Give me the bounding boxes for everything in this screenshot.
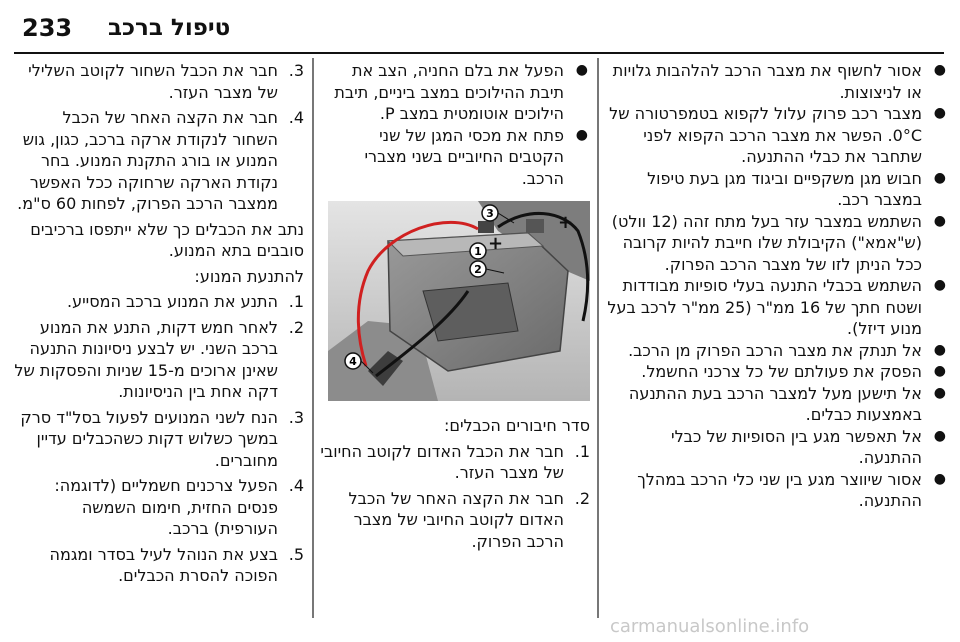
column-left xyxy=(14,60,304,587)
bullet-item: ● פתח את מכסי המגן של שני הקטבים החיוביים בשני מצברי הרכב. xyxy=(320,125,590,190)
step-text: חבר את הכבל השחור לקוטב השלילי של מצבר העזר. xyxy=(28,61,278,102)
bullet-item: ● הפעל את בלם החניה, הצב את תיבת ההילוכים במצב ביניים, תיבת הילוכים אוטומטית במצב P. xyxy=(320,60,590,125)
callout-label: 2 xyxy=(474,263,482,276)
step-number: 4. xyxy=(288,476,304,495)
step-item xyxy=(14,107,304,215)
connection-steps xyxy=(320,441,590,553)
chapter-title: טיפול ברכב xyxy=(108,15,231,41)
step-text: חבר את הקצה האחר של הכבל השחור לנקודת ארקה ברכב, כגון, גוש המנוע או בורג התקנת המנוע. בחר נקודת הארקה שרחוקה ככל האפשר ממצבר הרכב הפרוק, לפחות 60 ס"מ. xyxy=(17,108,278,213)
bullet-item: ● הפסק את פעולתם של כל צרכני החשמל. xyxy=(605,361,948,383)
callout-label: 3 xyxy=(486,207,494,220)
bullet-item: ● אסור לחשוף את מצבר הרכב להלהבות גלויות או לניצוצות. xyxy=(605,60,948,103)
callout-label: 1 xyxy=(474,245,482,258)
step-item xyxy=(14,407,304,472)
step-number: 3. xyxy=(288,407,304,427)
step-item xyxy=(14,317,304,403)
start-steps xyxy=(14,291,304,587)
step-text: חבר את הכבל האדום לקוטב החיובי של מצבר העזר. xyxy=(320,441,564,482)
step-number: 2. xyxy=(288,317,304,337)
step-text: הנח לשני המנועים לפעול בסל"ד סרק במשך כשלוש דקות כשהכבלים עדיין מחוברים. xyxy=(20,407,278,470)
bullet-item: ● השתמש במצבר עזר בעל מתח זהה (12 וולט) (ש"אמא") הקיבולת שלו חייבת להיות קרובה ככל הניתן לזו של מצבר הרכב הפרוק. xyxy=(605,211,948,276)
step-text: חבר את הקצה האחר של הכבל האדום לקוטב החיובי של מצבר הרכב הפרוק. xyxy=(348,488,564,551)
page-header xyxy=(0,8,960,48)
watermark: carmanualsonline.info xyxy=(610,616,810,637)
routing-note: נתב את הכבלים כך שלא ייתפסו ברכיבים סובבים בתא המנוע. xyxy=(30,219,304,260)
bullet-item: ● השתמש בכבלי התנעה בעלי סופיות מבודדות ושטח חתך של 16 ממ"ר (25 ממ"ר לרכב בעל מנוע דיזל). xyxy=(605,275,948,340)
plus-terminal-label: + xyxy=(558,212,574,233)
step-number: 1. xyxy=(574,441,590,461)
header-rule xyxy=(14,52,944,54)
battery-jump-start-figure xyxy=(328,201,590,401)
step-item xyxy=(14,291,304,313)
bullet-item: ● מצבר רכב פרוק עלול לקפוא בטמפרטורה של 0°C. הפשר את מצבר הרכב הקפוא לפני שתחבר את כבלי ההתנעה. xyxy=(605,103,948,168)
bullet-item: ● חבוש מגן משקפיים וביגוד מגן בעת טיפול במצבר רכב. xyxy=(605,168,948,211)
column-divider-left xyxy=(312,58,314,618)
column-right xyxy=(605,60,948,512)
step-number: 3. xyxy=(288,61,304,80)
bullet-item: ● אל תנתק את מצבר הרכב הפרוק מן הרכב. xyxy=(605,340,948,362)
step-number: 2. xyxy=(574,488,590,508)
step-item xyxy=(320,488,590,553)
plus-terminal-label: + xyxy=(488,233,504,254)
bullet-item: ● אל תאפשר מגע בין הסופיות של כבלי ההתנעה. xyxy=(605,426,948,469)
prep-bullet-list xyxy=(320,60,590,189)
step-number: 4. xyxy=(288,108,304,127)
start-title: להתנעת המנוע: xyxy=(194,266,304,286)
step-item xyxy=(320,441,590,484)
column-divider-right xyxy=(597,58,599,618)
safety-bullet-list xyxy=(605,60,948,512)
column-middle xyxy=(320,60,590,552)
connection-steps-continued xyxy=(14,60,304,215)
step-text: בצע את הנוהל לעיל בסדר ומגמה הפוכה להסרת הכבלים. xyxy=(49,544,278,585)
callout-label: 4 xyxy=(349,355,357,368)
engine-bay-illustration xyxy=(328,201,590,401)
page-number: 233 xyxy=(22,14,73,42)
step-number: 5. xyxy=(288,544,304,564)
step-text: לאחר חמש דקות, התנע את המנוע ברכב השני. יש לבצע ניסיונות התנעה שאינן ארוכים מ-15 שניות והפסקות של דקה אחת בין הניסיונות. xyxy=(14,317,278,401)
step-text: התנע את המנוע ברכב המסייע. xyxy=(67,292,278,311)
step-number: 1. xyxy=(288,292,304,311)
step-item xyxy=(14,60,304,103)
sequence-title: סדר חיבורים הכבלים: xyxy=(443,416,590,435)
bullet-item: ● אל תישען מעל למצבר הרכב בעת ההתנעה באמצעות כבלים. xyxy=(605,383,948,426)
step-item xyxy=(14,544,304,587)
step-item xyxy=(14,475,304,540)
step-text: הפעל צרכנים חשמליים (לדוגמה: פנסים החזית, חימום השמשה העורפית) ברכב. xyxy=(54,476,278,538)
bullet-item: ● אסור שיווצר מגע בין שני כלי הרכב במהלך ההתנעה. xyxy=(605,469,948,512)
